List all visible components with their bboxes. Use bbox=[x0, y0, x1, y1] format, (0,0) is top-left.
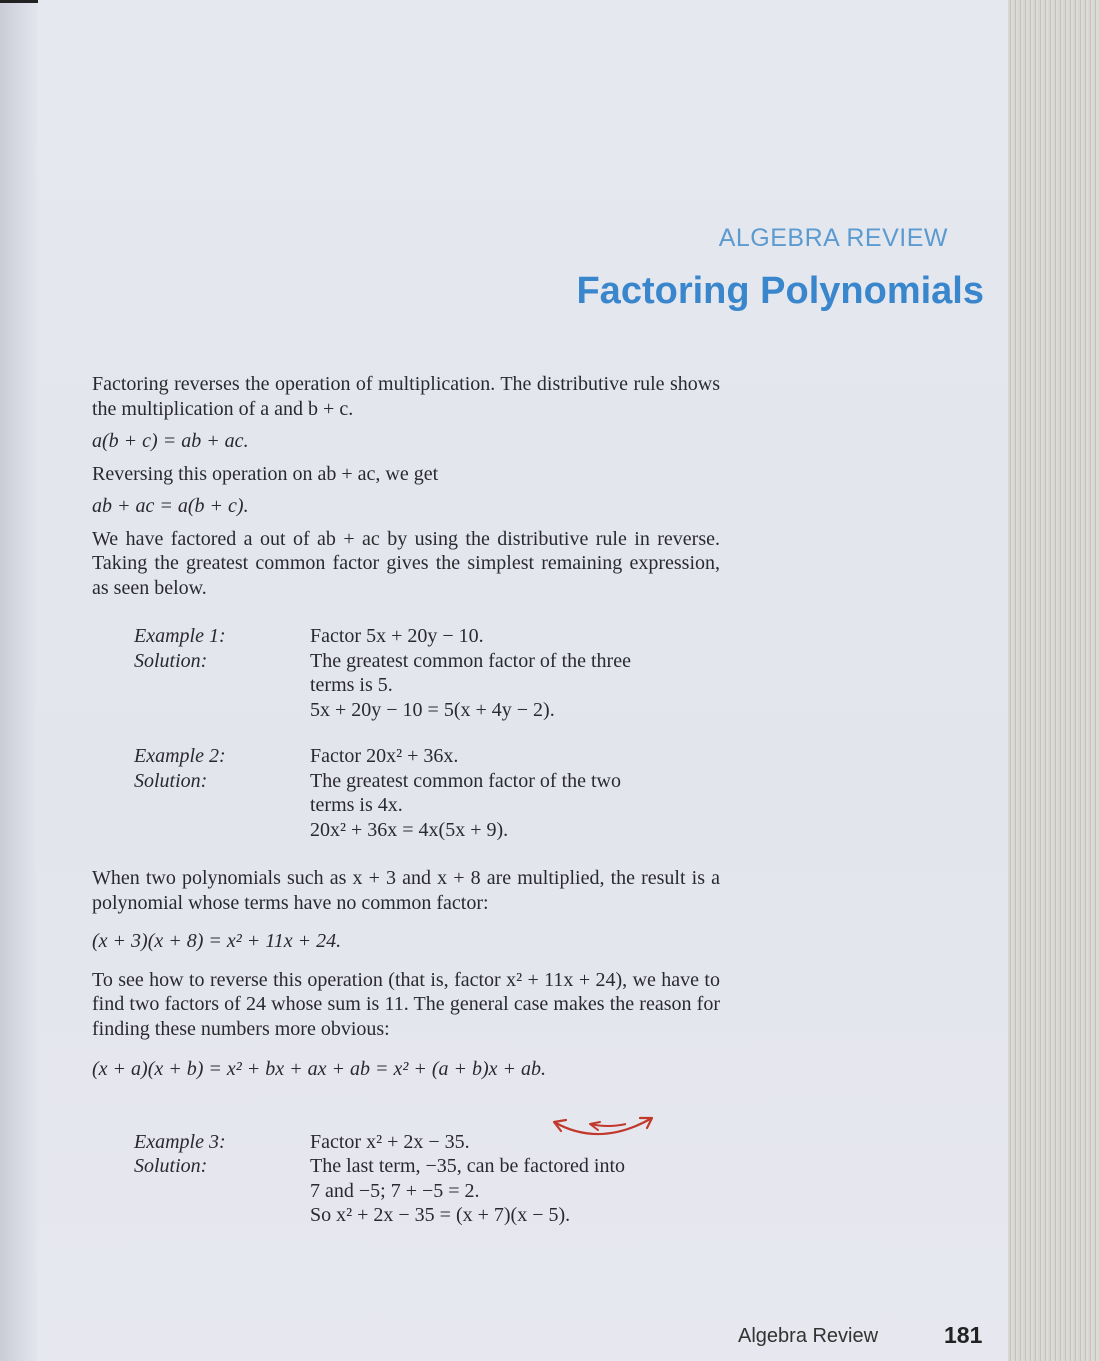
solution-label: Solution: bbox=[134, 1155, 208, 1177]
example-label: Example 2: bbox=[134, 745, 226, 767]
top-edge-mark bbox=[0, 0, 38, 3]
paragraph-2: Reversing this operation on ab + ac, we get bbox=[92, 462, 439, 485]
paragraph-4: When two polynomials such as x + 3 and x + 8 are multiplied, the result is a polynomial whose terms have no common factor: bbox=[92, 867, 720, 914]
example-label: Example 1: bbox=[134, 625, 226, 647]
solution-line: terms is 4x. bbox=[310, 794, 403, 816]
solution-line: So x² + 2x − 35 = (x + 7)(x − 5). bbox=[310, 1204, 571, 1226]
solution-line: The greatest common factor of the two bbox=[310, 769, 621, 792]
example-problem: Factor 20x² + 36x. bbox=[310, 745, 459, 767]
example-2 bbox=[134, 744, 720, 842]
paragraph-1: Factoring reverses the operation of multiplication. The distributive rule shows the multiplication of a and b + c. bbox=[92, 373, 720, 420]
paragraph-5: To see how to reverse this operation (that is, factor x² + 11x + 24), we have to find two factors of 24 whose sum is 11. The general case makes the reason for finding these numbers more obvious: bbox=[92, 968, 720, 1040]
equation-4: (x + a)(x + b) = x² + bx + ax + ab = x² + (a + b)x + ab. bbox=[92, 1058, 547, 1080]
main-content bbox=[92, 372, 720, 1228]
example-problem: Factor x² + 2x − 35. bbox=[310, 1130, 470, 1153]
section-kicker: ALGEBRA REVIEW bbox=[718, 224, 948, 252]
example-label: Example 3: bbox=[134, 1130, 226, 1153]
solution-label: Solution: bbox=[134, 649, 208, 672]
example-problem: Factor 5x + 20y − 10. bbox=[310, 625, 484, 647]
page-number: 181 bbox=[944, 1322, 983, 1348]
solution-line: The last term, −35, can be factored into bbox=[310, 1155, 626, 1177]
curved-arrows-icon bbox=[548, 1114, 660, 1146]
page-title: Factoring Polynomials bbox=[576, 270, 984, 312]
equation-3: (x + 3)(x + 8) = x² + 11x + 24. bbox=[92, 930, 342, 952]
solution-line: 7 and −5; 7 + −5 = 2. bbox=[310, 1179, 480, 1202]
footer-section-title: Algebra Review bbox=[738, 1325, 879, 1347]
page-edges bbox=[1008, 0, 1100, 1361]
solution-line: 20x² + 36x = 4x(5x + 9). bbox=[310, 818, 509, 841]
left-page-shadow bbox=[0, 0, 38, 1361]
example-1 bbox=[134, 624, 720, 722]
paragraph-3: We have factored a out of ab + ac by using the distributive rule in reverse. Taking the greatest common factor gives the simplest remaining expression, as seen below. bbox=[92, 527, 720, 599]
solution-line: terms is 5. bbox=[310, 674, 393, 696]
equation-2: ab + ac = a(b + c). bbox=[92, 495, 249, 517]
solution-line: 5x + 20y − 10 = 5(x + 4y − 2). bbox=[310, 698, 555, 721]
equation-1: a(b + c) = ab + ac. bbox=[92, 430, 249, 452]
solution-line: The greatest common factor of the three bbox=[310, 649, 631, 672]
solution-label: Solution: bbox=[134, 769, 208, 792]
